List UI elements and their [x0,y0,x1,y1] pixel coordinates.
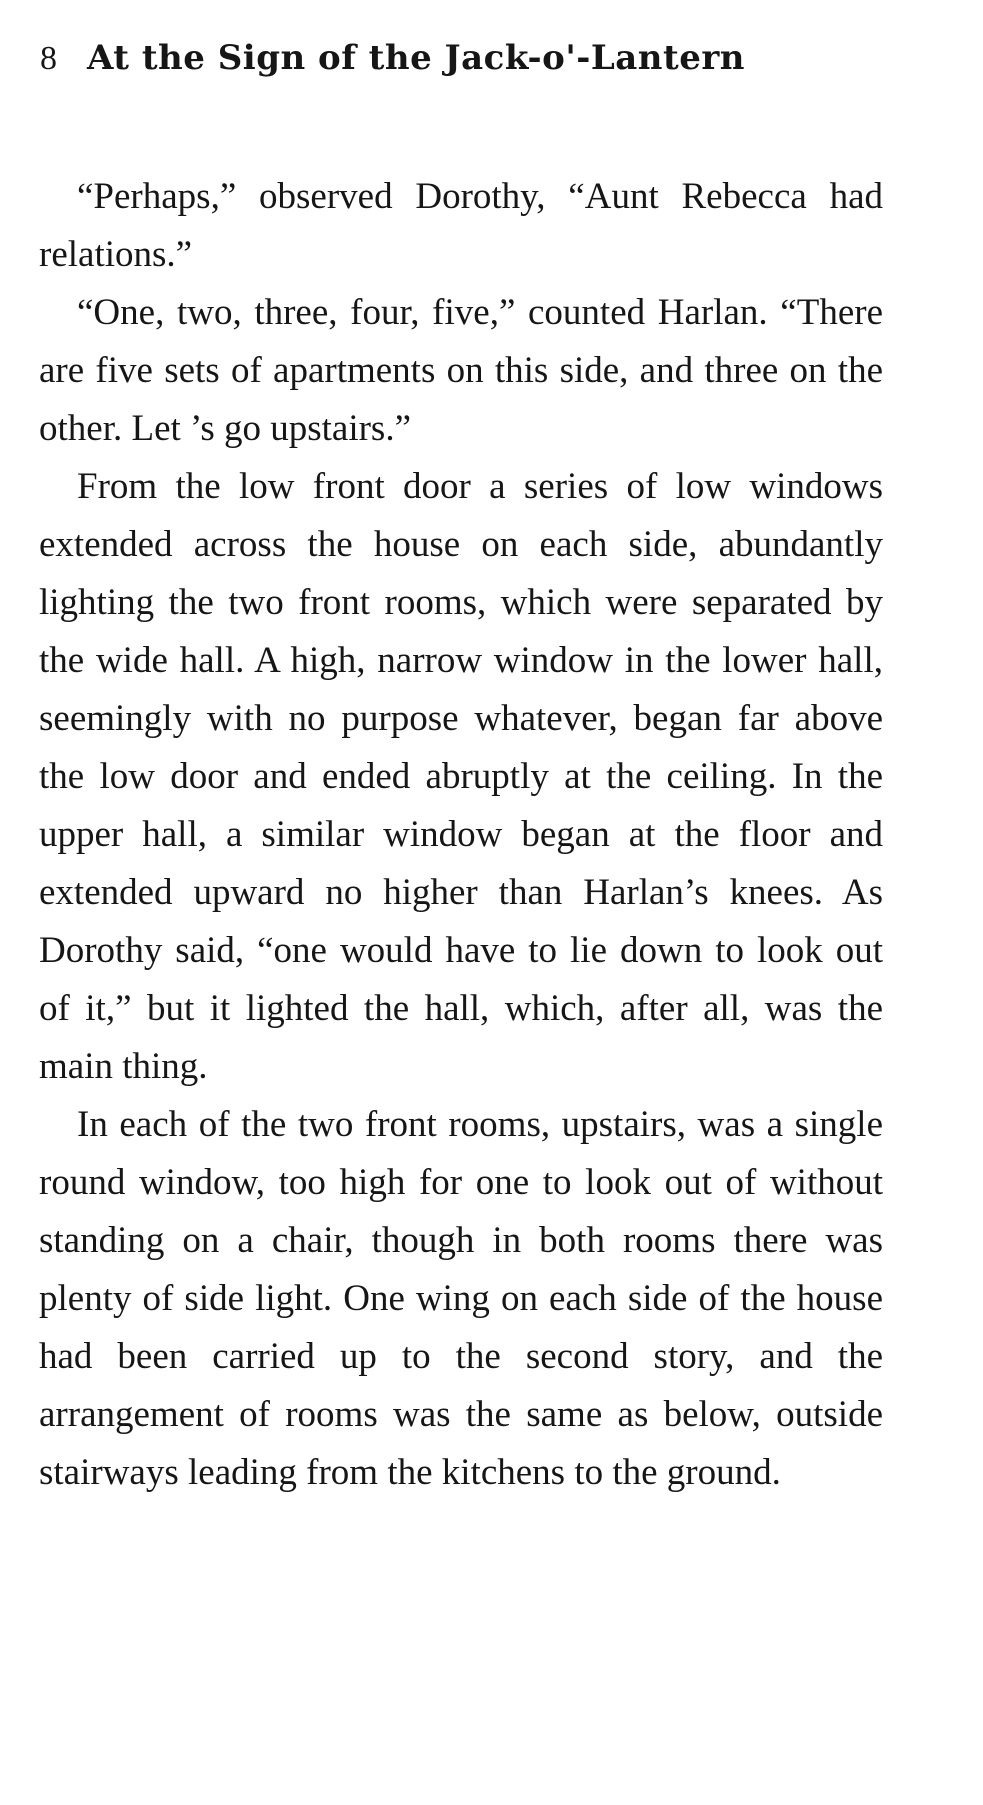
paragraph-3: From the low front door a series of low windows extended across the house on each side, abundantly lighting the two front rooms, which were separated by the wide hall. A high, narrow window in the lower hall, seemingly with no purpose whatever, began far above the low door and ended abruptly at the ceiling. In the upper hall, a similar window began at the floor and extended upward no higher than Harlan’s knees. As Dorothy said, “one would have to lie down to look out of it,” but it lighted the hall, which, after all, was the main thing. [39,466,883,1087]
page-number: 8 [40,40,57,77]
running-title: At the Sign of the Jack-o'-Lantern [87,38,745,78]
body-text [39,168,883,1502]
paragraph-1: “Perhaps,” observed Dorothy, “Aunt Rebecca had relations.” [39,176,883,275]
paragraph-2: “One, two, three, four, five,” counted Harlan. “There are five sets of apartments on this side, and three on the other. Let ’s go upstairs.” [39,292,883,449]
paragraph-4: In each of the two front rooms, upstairs, was a single round window, too high for one to look out of without standing on a chair, though in both rooms there was plenty of side light. One wing on each side of the house had been carried up to the second story, and the arrangement of rooms was the same as below, outside stairways leading from the kitchens to the ground. [39,1104,883,1493]
running-head [40,38,745,88]
